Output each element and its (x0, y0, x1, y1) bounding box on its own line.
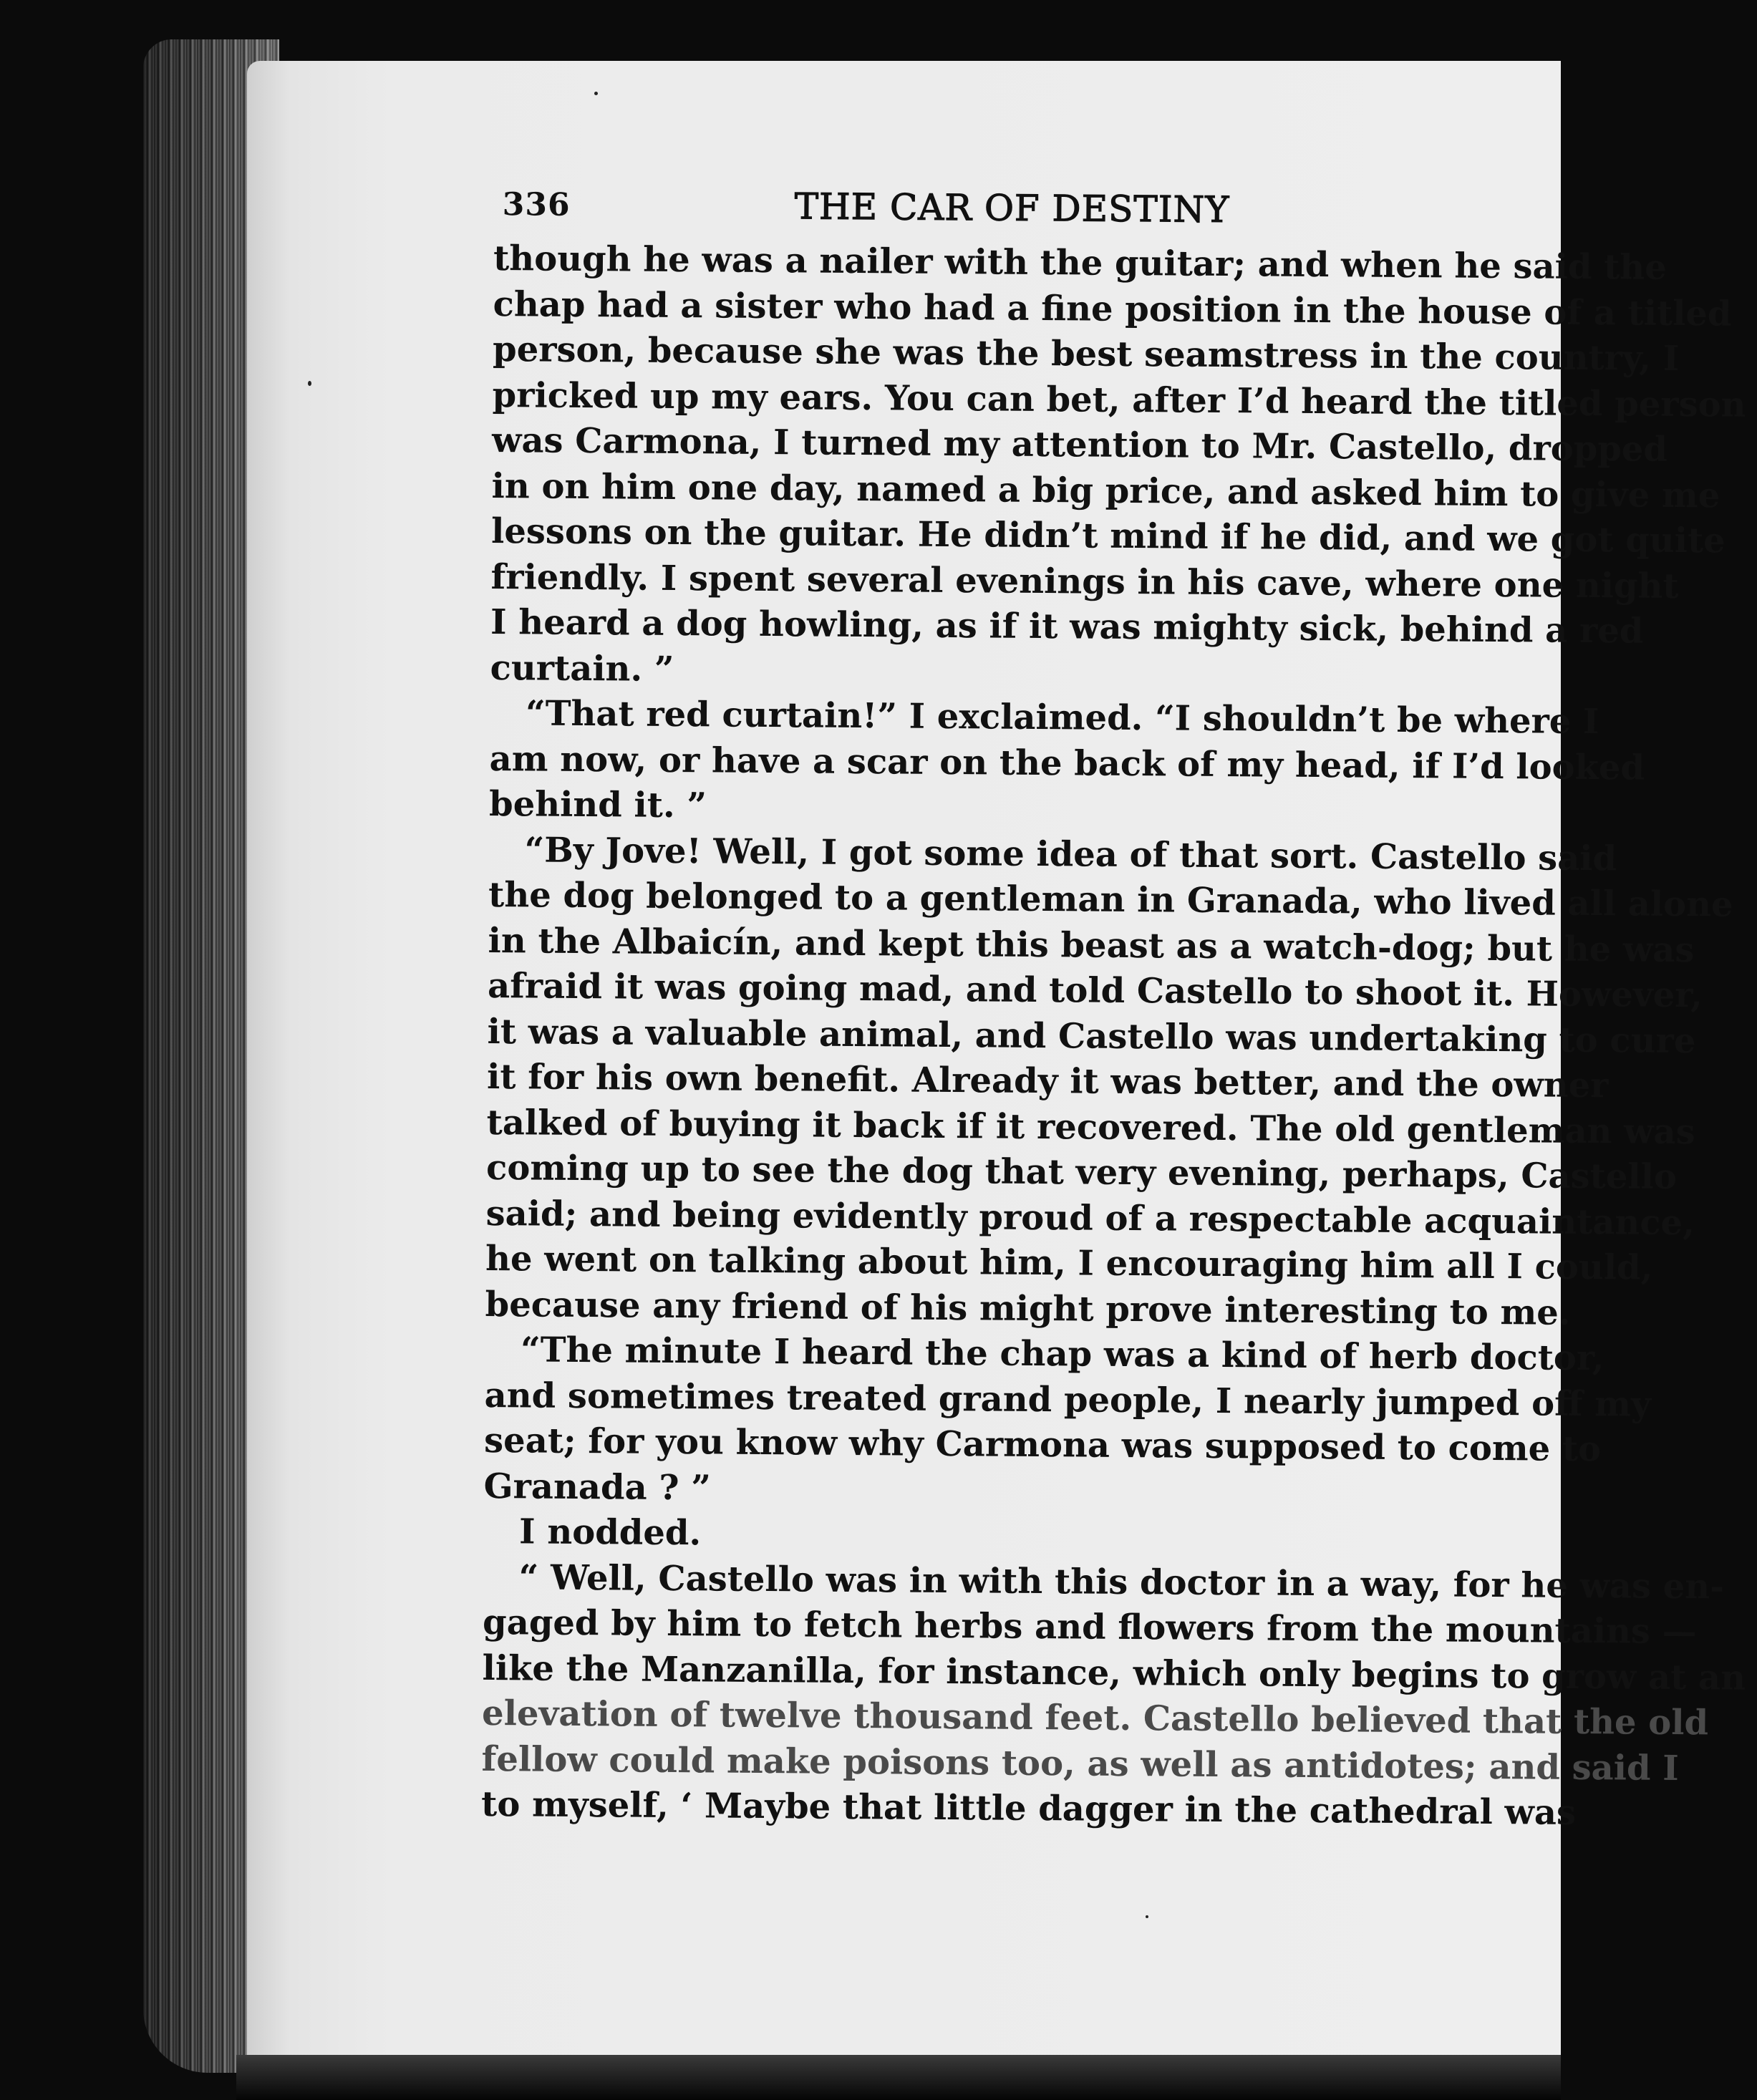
text-line: “The minute I heard the chap was a kind of herb doctor, (520, 1330, 1604, 1379)
text-line: chap had a sister who had a fine position in the house of a titled (493, 284, 1732, 334)
text-line: he went on talking about him, I encouraging him all I could, (485, 1238, 1653, 1288)
text-line: curtain. ” (490, 647, 674, 689)
scan-speck (1146, 1915, 1148, 1918)
text-line: and sometimes treated grand people, I nearly jumped off my (484, 1375, 1652, 1425)
page-number: 336 (502, 186, 571, 223)
text-line: the dog belonged to a gentleman in Granada, who lived all alone (488, 874, 1733, 925)
text-line: “By Jove! Well, I got some idea of that sort. Castello said (524, 829, 1617, 879)
text-line: pricked up my ears. You can bet, after I’d heard the titled person (492, 374, 1746, 425)
text-line: “ Well, Castello was in with this doctor in a way, for he was en- (518, 1557, 1725, 1607)
text-line: I heard a dog howling, as if it was mighty sick, behind a red (490, 601, 1644, 652)
text-line: in the Albaicín, and kept this beast as a watch-dog; but he was (488, 920, 1695, 970)
text-line: it for his own benefit. Already it was better, and the owner (486, 1056, 1609, 1106)
text-line: friendly. I spent several evenings in his cave, where one night (490, 556, 1679, 606)
text-line: I nodded. (518, 1511, 702, 1554)
text-line: because any friend of his might prove interesting to me. (485, 1284, 1571, 1333)
scan-speck (308, 381, 311, 386)
text-line: was Carmona, I turned my attention to Mr. Castello, dropped (491, 420, 1668, 470)
scan-speck (594, 92, 598, 95)
text-line: “That red curtain!” I exclaimed. “I shouldn’t be where I (525, 693, 1599, 742)
text-line: am now, or have a scar on the back of my head, if I’d looked (489, 738, 1645, 788)
text-line: Granada ? ” (483, 1466, 712, 1508)
bottom-shadow (236, 2055, 1561, 2100)
text-line: like the Manzanilla, for instance, which only begins to grow at an (482, 1647, 1746, 1698)
text-line: behind it. ” (488, 783, 707, 826)
text-line: though he was a nailer with the guitar; and when he said the (493, 238, 1667, 288)
page-text-block (480, 179, 1746, 1836)
text-line: in on him one day, named a big price, and asked him to give me (491, 465, 1720, 516)
text-line: gaged by him to fetch herbs and flowers from the mountains — (482, 1602, 1697, 1653)
text-line: coming up to see the dog that very evening, perhaps, Castello (485, 1147, 1678, 1198)
text-line: to myself, ‘ Maybe that little dagger in the cathedral was (480, 1784, 1577, 1833)
text-line: talked of buying it back if it recovered. The old gentleman was (486, 1102, 1695, 1152)
text-line: said; and being evidently proud of a respectable acquaintance, (485, 1193, 1695, 1243)
running-title: THE CAR OF DESTINY (794, 185, 1230, 231)
page-header (493, 179, 1541, 237)
text-line: seat; for you know why Carmona was supposed to come to (483, 1420, 1602, 1470)
text-line: lessons on the guitar. He didn’t mind if he did, and we got quite (490, 511, 1725, 561)
text-line: it was a valuable animal, and Castello was undertaking to cure (487, 1011, 1696, 1061)
text-line: fellow could make poisons too, as well as antidotes; and said I (481, 1738, 1679, 1789)
text-line: elevation of twelve thousand feet. Castello believed that the old (481, 1693, 1709, 1743)
text-line: person, because she was the best seamstress in the country, I (492, 329, 1680, 379)
text-line: afraid it was going mad, and told Castello to shoot it. However, (487, 965, 1703, 1016)
body-text (480, 236, 1746, 1836)
